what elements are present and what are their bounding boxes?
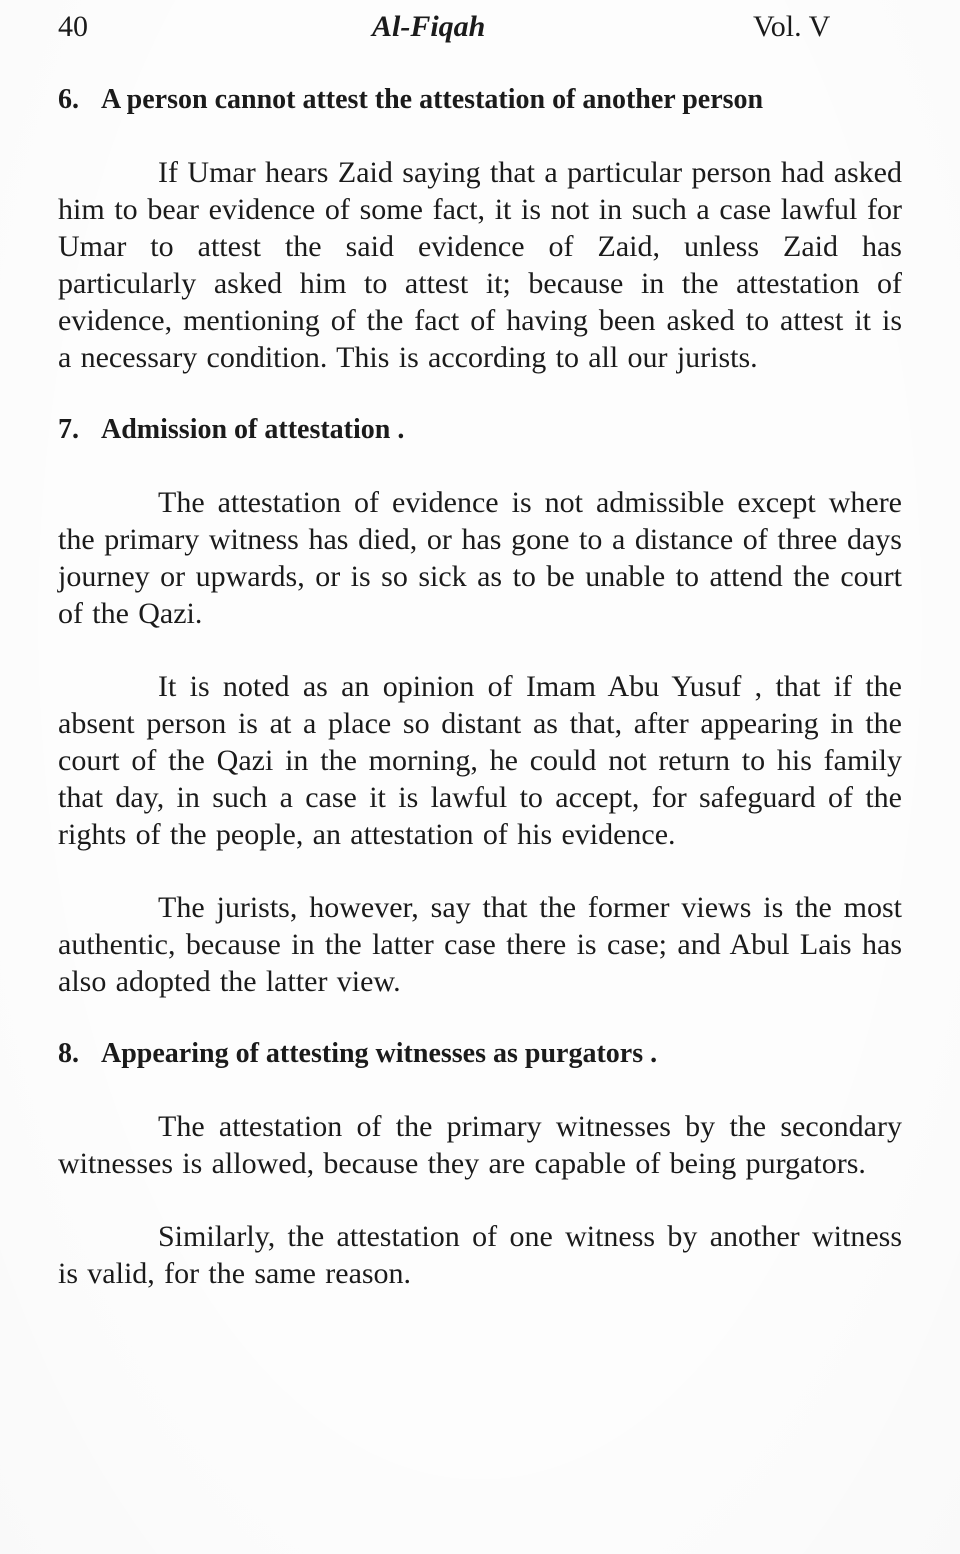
paragraph: It is noted as an opinion of Imam Abu Yusuf , that if the absent person is at a place so distant as that, after appearing in the court of the Qazi in the morning, he could not return to his family that day, in such a case it is lawful to accept, for safeguard of the rights of the people, an attestation of his evidence. <box>58 670 902 851</box>
volume-label: Vol. V <box>753 10 831 43</box>
page-number: 40 <box>58 10 88 43</box>
section-heading-6 <box>58 82 902 118</box>
section-heading-8 <box>58 1036 902 1072</box>
section-heading-text: Admission of attestation . <box>101 414 405 445</box>
paragraph: The jurists, however, say that the former views is the most authentic, because in the latter case there is case; and Abul Lais has also adopted the latter view. <box>58 891 902 998</box>
section-heading-text: A person cannot attest the attestation of another person <box>101 84 764 115</box>
paragraph: The attestation of the primary witnesses by the secondary witnesses is allowed, because they are capable of being purgators. <box>58 1110 902 1180</box>
section-number: 6. <box>58 84 79 115</box>
section-heading-text: Appearing of attesting witnesses as purgators . <box>101 1038 658 1069</box>
page-header <box>58 8 902 46</box>
paragraph: Similarly, the attestation of one witness by another witness is valid, for the same reason. <box>58 1220 902 1290</box>
paragraph: If Umar hears Zaid saying that a particular person had asked him to bear evidence of some fact, it is not in such a case lawful for Umar to attest the said evidence of Zaid, unless Zaid has particularly asked him to attest it; because in the attestation of evidence, mentioning of the fact of having been asked to attest it is a necessary condition. This is according to all our jurists. <box>58 156 902 374</box>
section-number: 8. <box>58 1038 79 1069</box>
book-title: Al-Fiqah <box>372 10 486 43</box>
paragraph: The attestation of evidence is not admissible except where the primary witness has died, or has gone to a distance of three days journey or upwards, or is so sick as to be unable to attend the court of the Qazi. <box>58 486 902 630</box>
section-heading-7 <box>58 412 902 448</box>
section-number: 7. <box>58 414 79 445</box>
